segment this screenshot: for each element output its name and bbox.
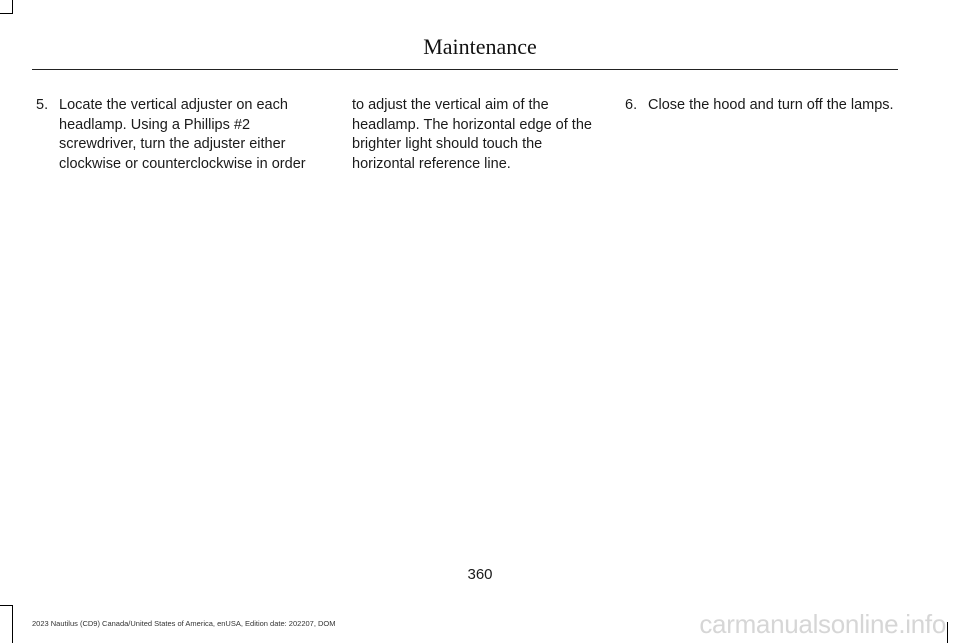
step-number: 5. (36, 97, 49, 113)
crop-mark-bottom-right-vertical (947, 622, 948, 643)
step-5-continuation: to adjust the vertical aim of the headlamp. The horizontal edge of the brighter light should touch the horizontal reference line. (352, 97, 592, 172)
crop-mark-bottom-left-vertical (12, 605, 13, 643)
step-text: Locate the vertical adjuster on each headlamp. Using a Phillips #2 screwdriver, turn the adjuster either clockwise or counterclockwise in order (59, 97, 306, 172)
column-1 (36, 96, 306, 174)
column-2 (352, 96, 604, 174)
step-number: 6. (625, 97, 638, 113)
page-title: Maintenance (423, 34, 537, 59)
header-divider (32, 69, 898, 70)
crop-mark-bottom-left-horizontal (0, 605, 13, 606)
crop-mark-top-left-horizontal (0, 13, 13, 14)
watermark: carmanualsonline.info (699, 609, 946, 639)
step-6 (625, 96, 895, 116)
step-5 (36, 96, 306, 174)
page-number: 360 (467, 566, 493, 583)
column-3 (625, 96, 895, 116)
crop-mark-top-left-vertical (12, 0, 13, 14)
edition-info: 2023 Nautilus (CD9) Canada/United States of America, enUSA, Edition date: 202207, DOM (32, 619, 336, 628)
step-text: Close the hood and turn off the lamps. (648, 97, 894, 113)
